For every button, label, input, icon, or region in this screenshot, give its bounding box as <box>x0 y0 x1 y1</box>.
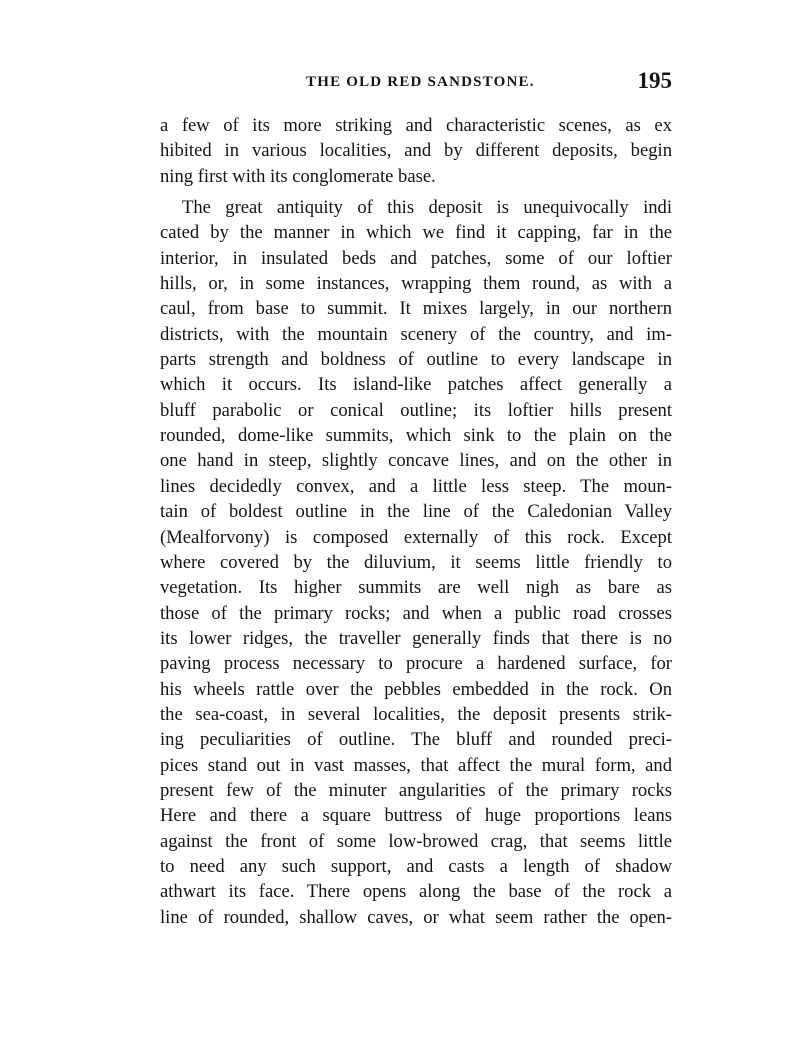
text-line: a few of its more striking and characteristic scenes, as ex <box>160 115 672 136</box>
text-line: its lower ridges, the traveller generally finds that there is no <box>160 627 672 649</box>
text-line: hibited in various localities, and by different deposits, begin <box>160 140 672 162</box>
text-line: districts, with the mountain scenery of the country, and im- <box>160 323 672 345</box>
text-line: present few of the minuter angularities of the primary rocks <box>160 779 672 801</box>
page-number: 195 <box>637 68 672 93</box>
text-line: paving process necessary to procure a hardened surface, for <box>160 653 672 675</box>
text-line: one hand in steep, slightly concave lines, and on the other in <box>160 450 672 472</box>
text-line: (Mealforvony) is composed externally of this rock. Except <box>160 526 672 548</box>
text-line: interior, in insulated beds and patches, some of our loftier <box>160 247 672 269</box>
text-line: the sea-coast, in several localities, the deposit presents strik- <box>160 703 672 725</box>
text-line: which it occurs. Its island-like patches affect generally a <box>160 374 672 396</box>
text-line: those of the primary rocks; and when a public road crosses <box>160 602 672 624</box>
text-line: ning first with its conglomerate base. <box>160 165 436 187</box>
text-line: lines decidedly convex, and a little less steep. The moun- <box>160 475 672 497</box>
body-text <box>160 113 672 930</box>
text-line: Here and there a square buttress of huge proportions leans <box>160 805 672 827</box>
text-line: pices stand out in vast masses, that affect the mural form, and <box>160 754 672 776</box>
text-line: tain of boldest outline in the line of the Caledonian Valley <box>160 501 672 523</box>
text-line: vegetation. Its higher summits are well nigh as bare as <box>160 577 672 599</box>
text-line: cated by the manner in which we find it capping, far in the <box>160 222 672 244</box>
text-line: parts strength and boldness of outline to every landscape in <box>160 349 672 371</box>
page-header <box>160 62 672 102</box>
text-line: rounded, dome-like summits, which sink to the plain on the <box>160 425 672 447</box>
text-line: athwart its face. There opens along the base of the rock a <box>160 881 672 903</box>
text-line: hills, or, in some instances, wrapping them round, as with a <box>160 273 672 295</box>
paragraph <box>160 113 672 189</box>
text-line: where covered by the diluvium, it seems little friendly to <box>160 551 672 573</box>
text-line: The great antiquity of this deposit is unequivocally indi <box>182 197 672 219</box>
text-line: against the front of some low-browed crag, that seems little <box>160 830 672 852</box>
text-line: to need any such support, and casts a length of shadow <box>160 855 672 877</box>
text-line: ing peculiarities of outline. The bluff and rounded preci- <box>160 729 672 751</box>
text-line: his wheels rattle over the pebbles embedded in the rock. On <box>160 678 672 700</box>
text-line: bluff parabolic or conical outline; its loftier hills present <box>160 399 672 421</box>
text-line: caul, from base to summit. It mixes largely, in our northern <box>160 298 672 320</box>
text-line: line of rounded, shallow caves, or what seem rather the open- <box>160 906 672 928</box>
paragraph <box>160 195 672 930</box>
running-title: THE OLD RED SANDSTONE. <box>306 74 535 90</box>
